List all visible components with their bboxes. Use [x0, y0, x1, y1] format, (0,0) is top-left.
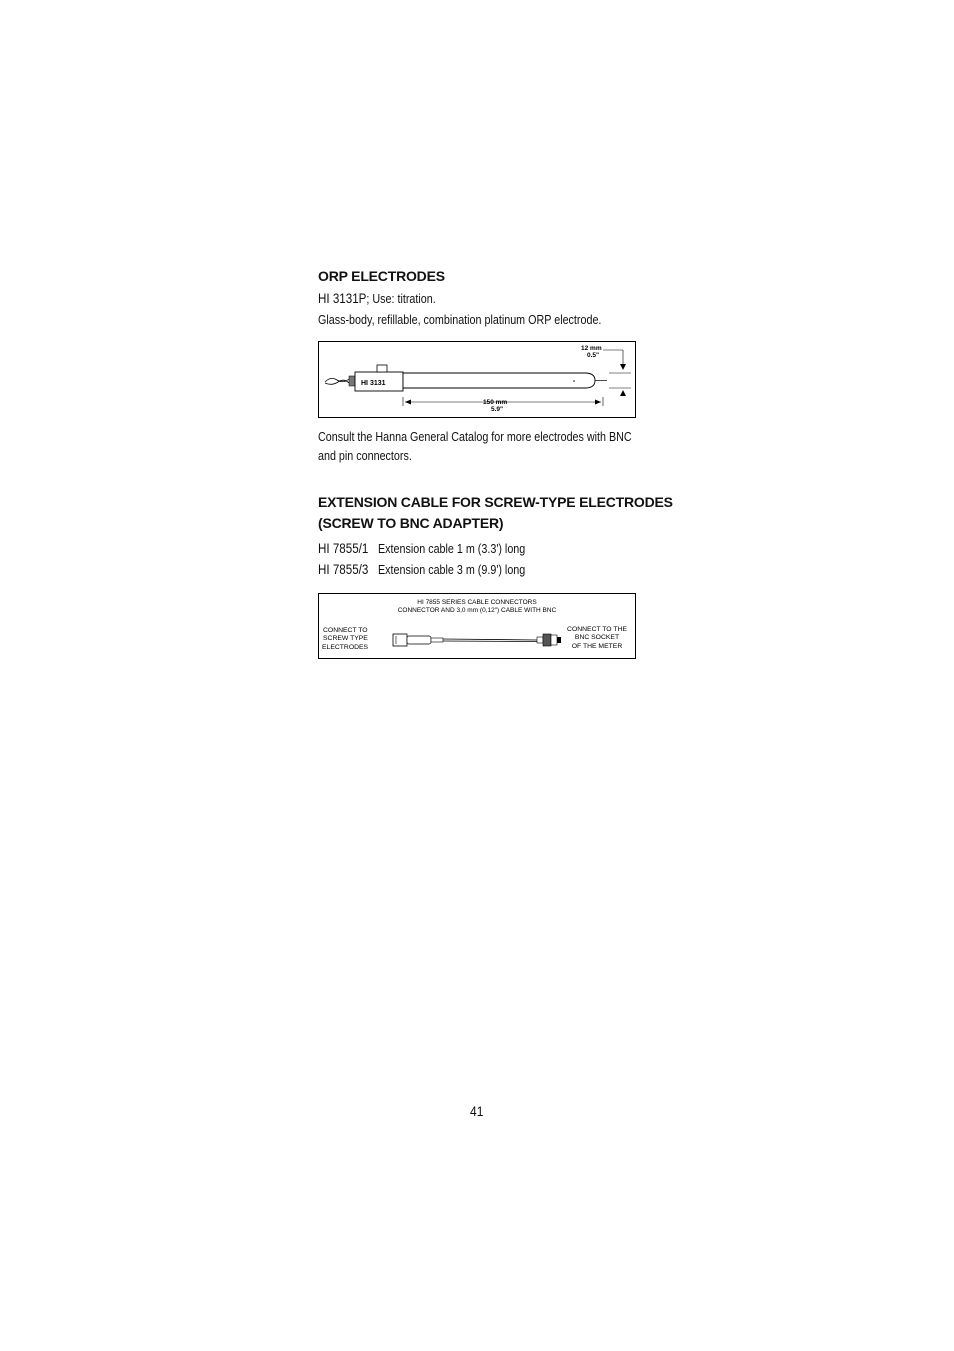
electrode-description: Glass-body, refillable, combination platinum ORP electrode. — [318, 313, 602, 327]
page-number: 41 — [470, 1103, 484, 1119]
cable-diagram — [318, 593, 636, 659]
dim-diameter-mm: 12 mm — [581, 345, 602, 352]
section-heading-extension: EXTENSION CABLE FOR SCREW-TYPE ELECTRODES — [318, 494, 673, 510]
cable-title-1: HI 7855 SERIES CABLE CONNECTORS — [417, 599, 537, 606]
item-text-1: Extension cable 1 m (3.3') long — [378, 542, 526, 556]
cable-right-1: CONNECT TO THE — [567, 626, 627, 633]
model-use: ; Use: titration. — [366, 292, 436, 306]
cable-left-1: CONNECT TO — [323, 627, 368, 634]
dim-diameter-in: 0.5" — [587, 352, 600, 359]
electrode-label: HI 3131 — [361, 380, 386, 387]
cable-right-3: OF THE METER — [571, 643, 623, 650]
model-line — [318, 291, 436, 306]
catalog-note: Consult the Hanna General Catalog for more electrodes with BNC and pin connectors. — [318, 430, 632, 463]
section-heading-orp: ORP ELECTRODES — [318, 268, 445, 284]
cable-title-2: CONNECTOR AND 3,0 mm (0,12") CABLE WITH BNC — [397, 607, 557, 614]
section-heading-extension-sub: (SCREW TO BNC ADAPTER) — [318, 515, 504, 531]
item-text-2: Extension cable 3 m (9.9') long — [378, 563, 526, 577]
item-code-2: HI 7855/3 — [318, 562, 369, 577]
electrode-drawing — [319, 342, 635, 417]
electrode-diagram — [318, 341, 636, 418]
model-code: HI 3131P — [318, 291, 367, 306]
cable-left-2: SCREW TYPE — [323, 635, 368, 642]
item-code-1: HI 7855/1 — [318, 541, 369, 556]
dim-length-mm: 150 mm — [483, 399, 508, 406]
cable-left-3: ELECTRODES — [322, 644, 369, 651]
cable-right-2: BNC SOCKET — [574, 634, 620, 641]
dim-length-in: 5.9" — [491, 406, 504, 413]
cable-drawing — [319, 594, 635, 658]
